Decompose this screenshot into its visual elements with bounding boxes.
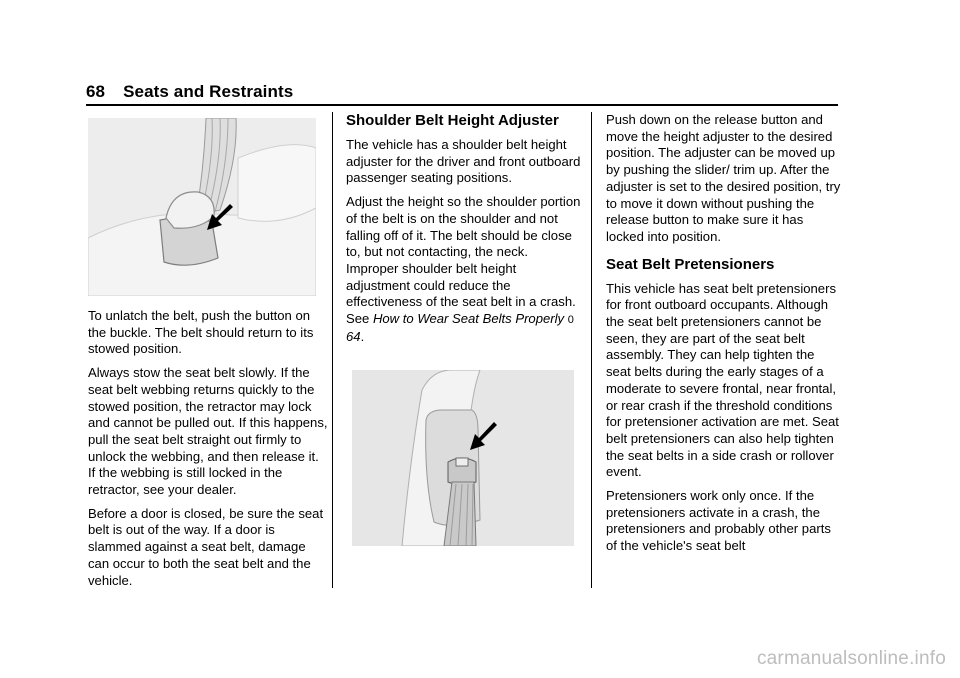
column-2 <box>346 112 582 352</box>
paragraph-door: Before a door is closed, be sure the seat belt is out of the way. If a door is slammed against a seat belt, damage can occur to both the seat belt and the vehicle. <box>88 505 324 588</box>
paragraph-stow: Always stow the seat belt slowly. If the seat belt webbing returns quickly to the stowed position, the retractor may lock and cannot be pulled out. If this happens, pull the seat belt straight out firmly to unlock the webbing, and then release it. If the webbing is still locked in the retractor, see your dealer. <box>88 365 328 498</box>
column-divider-right <box>591 112 592 588</box>
buckle-illustration <box>88 118 316 296</box>
xref-page[interactable]: 64 <box>346 328 361 344</box>
page-ref-icon: 0 <box>567 314 574 327</box>
header-rule <box>86 104 838 106</box>
page-number: 68 <box>86 82 106 101</box>
paragraph-pretensioners-once: Pretensioners work only once. If the pretensioners activate in a crash, the pretensioners and probably other parts of the vehicle's seat belt <box>606 488 831 554</box>
xref-link[interactable]: How to Wear Seat Belts Properly <box>372 311 565 327</box>
column-1 <box>88 308 328 596</box>
paragraph-adjuster-intro: The vehicle has a shoulder belt height adjuster for the driver and front outboard passenger seating positions. <box>346 137 581 186</box>
column-3 <box>606 112 842 562</box>
section-title: Seats and Restraints <box>123 82 294 101</box>
heading-seat-belt-pretensioners: Seat Belt Pretensioners <box>606 255 775 273</box>
page-header <box>86 82 293 102</box>
height-adjuster-illustration <box>352 370 574 546</box>
heading-shoulder-belt-height-adjuster: Shoulder Belt Height Adjuster <box>346 112 559 129</box>
paragraph-release-button: Push down on the release button and move the height adjuster to the desired position. The adjuster can be moved up by pushing the slider/ trim up. After the adjuster is set to the desired position, try to move it down without pushing the release button to make sure it has locked into position. <box>606 112 841 244</box>
column-divider-left <box>332 112 333 588</box>
watermark: carmanualsonline.info <box>756 648 946 669</box>
paragraph-adjust-height: Adjust the height so the shoulder portion of the belt is on the shoulder and not falling off of it. The belt should be close to, but not contacting, the neck. Improper shoulder belt height adjustment could reduce the effectiveness of the seat belt in a crash. See How to Wear Seat Belts Properly 0 64. <box>346 194 581 344</box>
paragraph-unlatch: To unlatch the belt, push the button on the buckle. The belt should return to its stowed position. <box>88 308 314 357</box>
paragraph-pretensioners: This vehicle has seat belt pretensioners for front outboard occupants. Although the seat belt pretensioners cannot be seen, they are part of the seat belt assembly. They can help tighten the seat belts during the early stages of a moderate to severe frontal, near frontal, or rear crash if the threshold conditions for pretensioner activation are met. Seat belt pretensioners can also help tighten the seat belts in a side crash or rollover event. <box>606 280 839 480</box>
